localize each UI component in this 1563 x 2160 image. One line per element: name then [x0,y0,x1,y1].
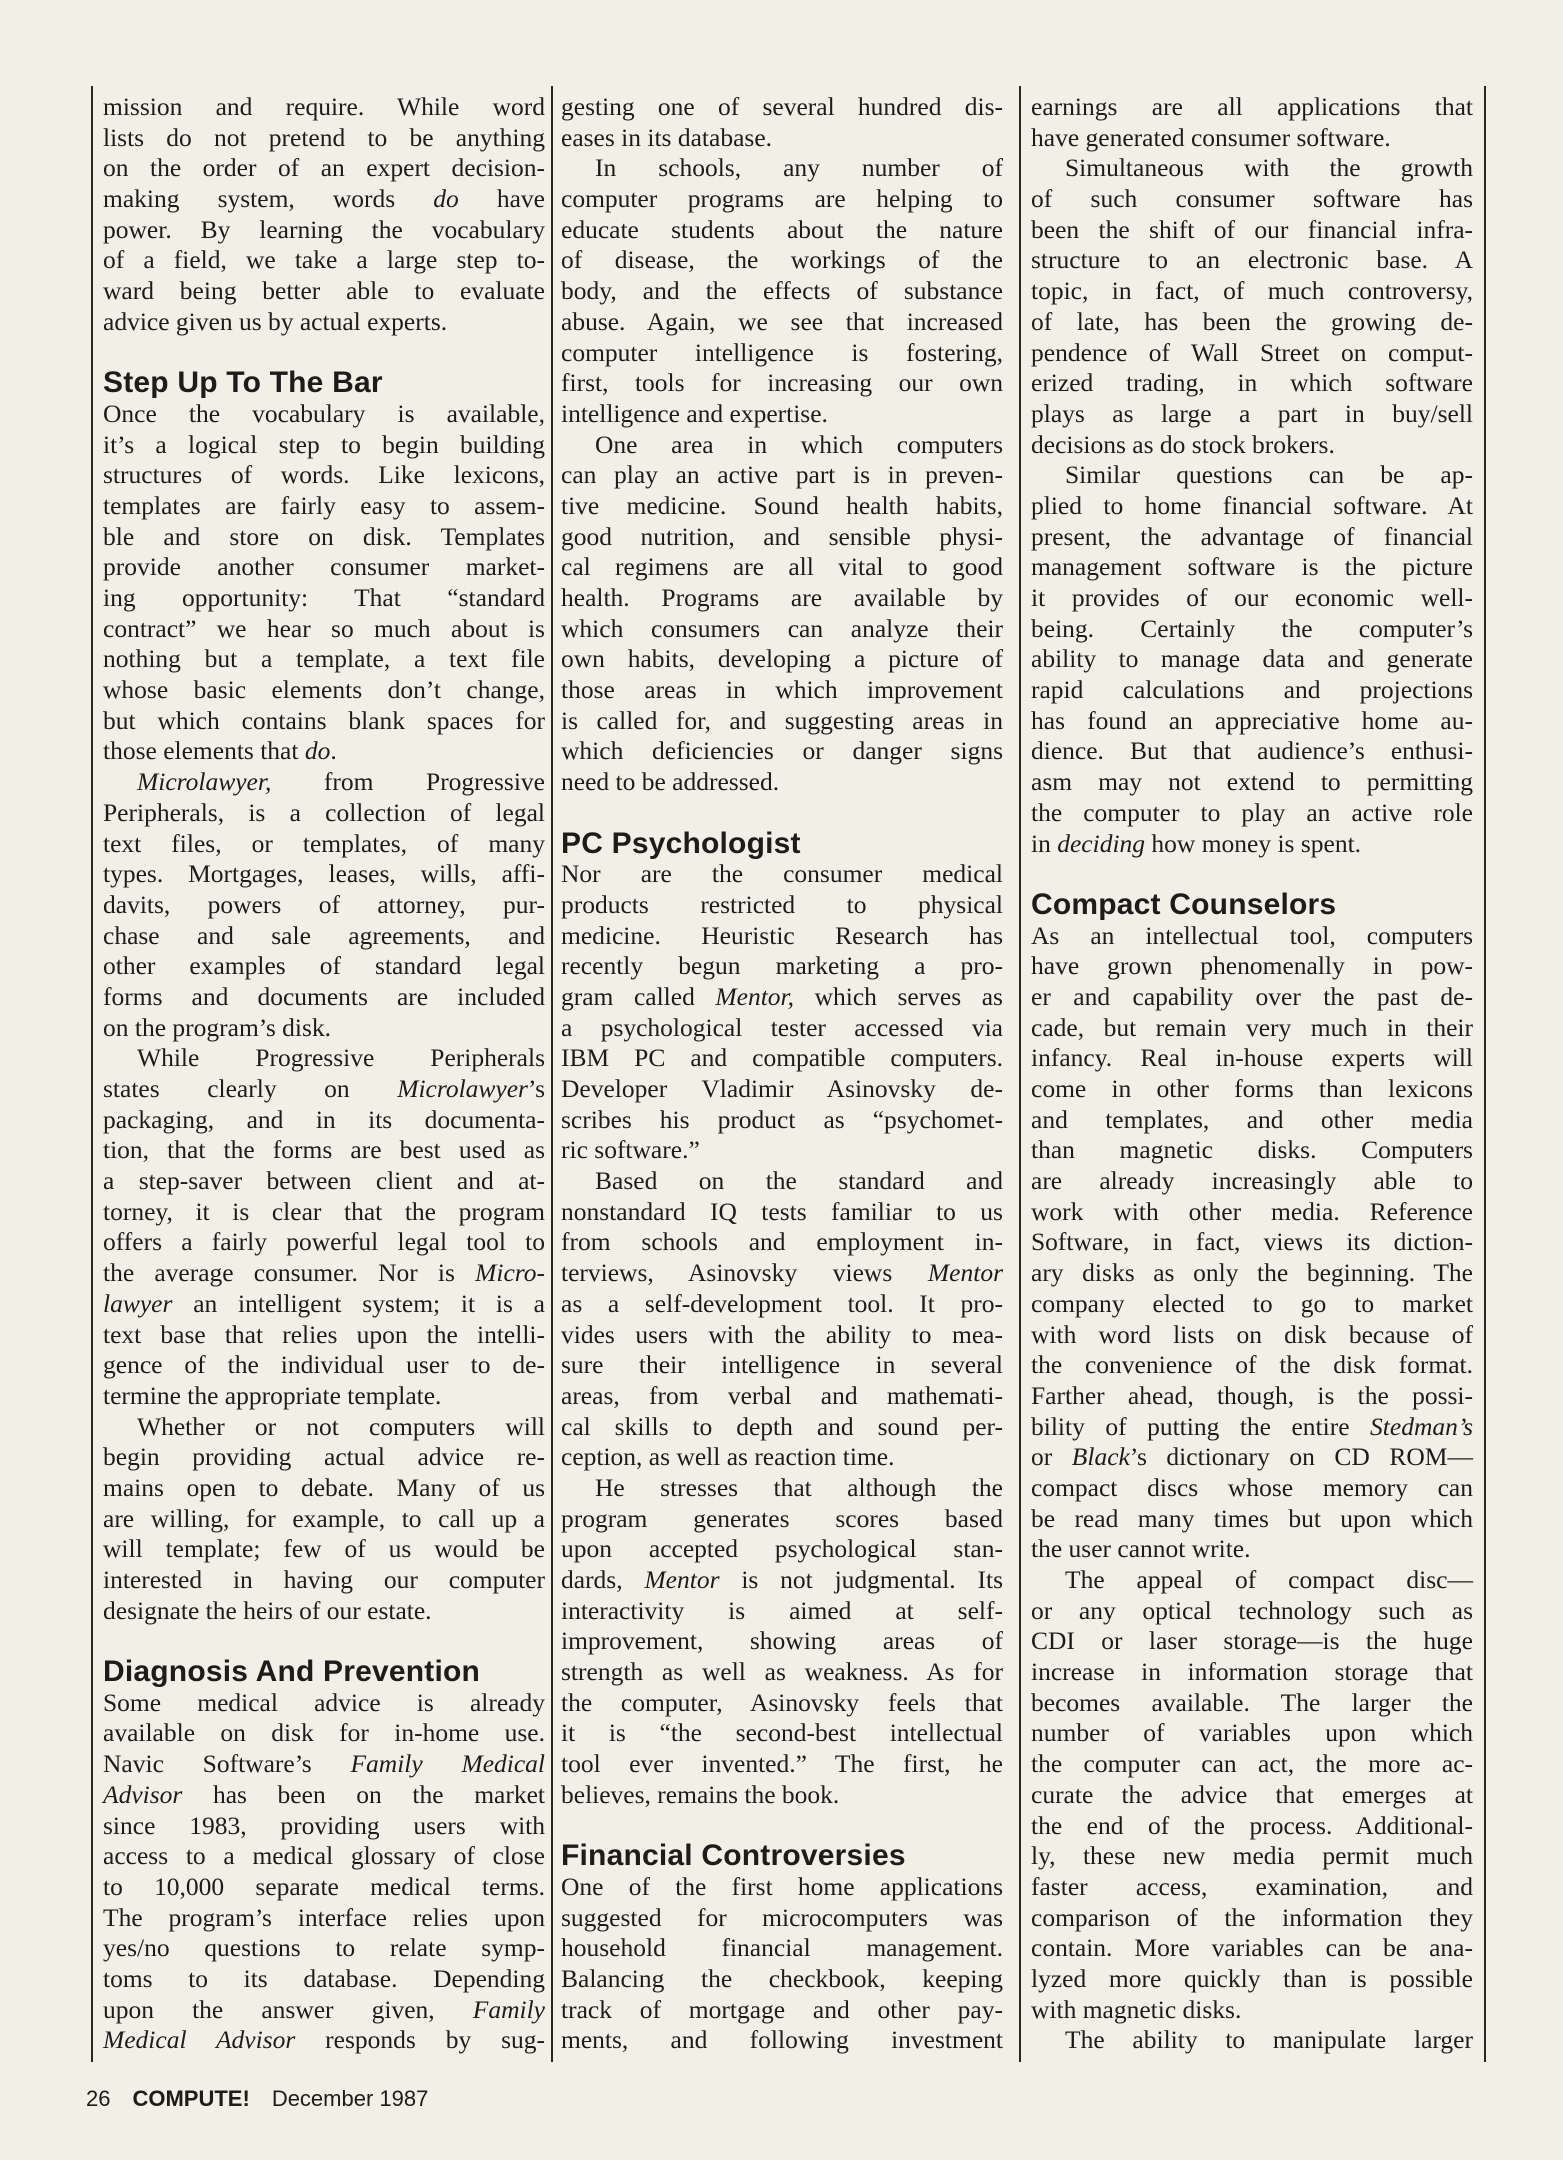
text-line: of disease, the workings of the [561,245,1003,275]
text-line: can play an active part is in preven- [561,460,1003,490]
text-line: text files, or templates, of many [103,828,545,858]
text-line: on the program’s disk. [103,1012,332,1042]
text-segment: making system, words [103,184,434,214]
text-line: with word lists on disk because of [1031,1319,1473,1349]
text-line: areas, from verbal and mathemati- [561,1380,1003,1410]
text-line: have generated consumer software. [1031,122,1391,152]
text-line: believes, remains the book. [561,1779,840,1809]
page-footer [86,2086,428,2112]
text-line: ble and store on disk. Templates [103,521,545,551]
text-line: text base that relies upon the intelli- [103,1319,545,1349]
italic-text: deciding [1057,828,1146,858]
text-line [103,1258,545,1289]
text-line: In schools, any number of [595,153,1003,183]
text-line: torney, it is clear that the program [103,1196,545,1226]
text-line: tive medicine. Sound health habits, [561,490,1003,520]
text-segment: upon the answer given, [103,1994,473,2024]
text-line: intelligence and expertise. [561,398,828,428]
text-line [103,1995,545,2026]
text-line: suggested for microcomputers was [561,1902,1003,1932]
text-line: Some medical advice is already [103,1687,545,1717]
text-line: mains open to debate. Many of us [103,1472,545,1502]
text-line: computer intelligence is fostering, [561,337,1003,367]
italic-text: Family Medical [350,1749,546,1779]
text-line: nonstandard IQ tests familiar to us [561,1196,1003,1226]
text-line: access to a medical glossary of close [103,1841,545,1871]
column-rule-2 [1019,86,1021,2062]
text-line: to 10,000 separate medical terms. [103,1871,545,1901]
italic-text: do [433,184,459,214]
text-line: on the order of an expert decision- [103,153,545,183]
text-line: interactivity is aimed at self- [561,1595,1003,1625]
text-line [1031,1412,1473,1443]
text-line: contract” we hear so much about is [103,613,545,643]
text-segment: in [1031,828,1058,858]
italic-text: Microlawyer, [137,767,272,797]
text-line: come in other forms than lexicons [1031,1074,1473,1103]
text-line: cal skills to depth and sound per- [561,1411,1003,1441]
text-line: infancy. Real in-house experts will [1031,1043,1473,1073]
text-line: types. Mortgages, leases, wills, affi- [103,859,545,889]
text-line [103,767,545,798]
text-segment: has been on the market [182,1779,545,1809]
text-segment: how money is spent. [1145,828,1362,858]
text-line: provide another consumer market- [103,552,545,582]
text-line: rapid calculations and projections [1031,675,1473,705]
page-number: 26 [86,2086,111,2111]
text-line: educate students about the nature [561,214,1003,244]
text-line: since 1983, providing users with [103,1810,545,1840]
text-line: as a self-development tool. It pro- [561,1288,1003,1318]
text-line: of such consumer software has [1031,184,1473,214]
text-line [1031,829,1473,860]
text-line: One of the first home applications [561,1871,1003,1901]
text-line: which deficiencies or danger signs [561,736,1003,766]
text-line: with magnetic disks. [1031,1994,1242,2024]
text-line: asm may not extend to permitting [1031,767,1473,797]
text-line: yes/no questions to relate symp- [103,1933,545,1963]
text-line [561,982,1003,1013]
italic-text: Stedman’s [1370,1411,1473,1441]
text-line [1031,1442,1473,1473]
text-segment: those elements that [103,736,305,766]
text-line: been the shift of our financial infra- [1031,214,1473,244]
italic-text: Micro- [475,1258,545,1288]
italic-text: do [304,736,331,766]
text-line: interested in having our computer [103,1565,545,1594]
text-line: structure to an electronic base. A [1031,245,1473,275]
text-line: upon accepted psychological stan- [561,1534,1003,1564]
text-line: begin providing actual advice re- [103,1442,545,1472]
text-line: ward being better able to evaluate [103,276,545,306]
text-line: The appeal of compact disc— [1065,1565,1473,1594]
text-line: power. By learning the vocabulary [103,214,545,244]
text-line: The ability to manipulate larger [1065,2025,1473,2055]
text-line: ability to manage data and generate [1031,644,1473,674]
text-line: lists do not pretend to be anything [103,122,545,152]
text-line: While Progressive Peripherals [137,1043,545,1073]
text-line: He stresses that although the [595,1472,1003,1502]
text-line: health. Programs are available by [561,583,1003,612]
text-line: have grown phenomenally in pow- [1031,951,1473,981]
text-line: Based on the standard and [595,1166,1003,1196]
text-line: work with other media. Reference [1031,1196,1473,1226]
text-segment: an intelligent system; it is a [172,1288,545,1318]
text-line: comparison of the information they [1031,1902,1473,1932]
text-line: becomes available. The larger the [1031,1687,1473,1717]
text-line: gesting one of several hundred dis- [561,92,1003,121]
column-rule-right [1484,86,1486,2062]
text-line: advice given us by actual experts. [103,306,448,336]
text-line: packaging, and in its documenta- [103,1104,545,1134]
text-line: Whether or not computers will [137,1411,545,1441]
text-line: it is “the second-best intellectual [561,1718,1003,1748]
italic-text: lawyer [103,1288,173,1318]
text-line: topic, in fact, of much controversy, [1031,276,1473,306]
text-line: termine the appropriate template. [103,1380,442,1410]
text-line: the computer, Asinovsky feels that [561,1687,1003,1717]
text-line: plied to home financial software. At [1031,490,1473,520]
text-line: is called for, and suggesting areas in [561,705,1003,735]
text-line: offers a fairly powerful legal tool to [103,1227,545,1257]
text-segment: terviews, Asinovsky views [561,1258,928,1288]
text-line [103,1289,545,1320]
text-line: ments, and following investment [561,2025,1003,2055]
text-segment: responds by sug- [295,2025,545,2055]
italic-text: Black [1071,1442,1130,1472]
text-line: of late, has been the growing de- [1031,306,1473,336]
italic-text: Microlawyer [397,1074,528,1103]
text-segment: ’s [527,1074,545,1103]
text-line: Balancing the checkbook, keeping [561,1963,1003,1993]
text-line: present, the advantage of financial [1031,521,1473,551]
italic-text: Medical Advisor [103,2025,296,2055]
text-line: being. Certainly the computer’s [1031,613,1473,643]
text-line: structures of words. Like lexicons, [103,460,545,490]
column-rule-left [91,86,93,2062]
text-line: Peripherals, is a collection of legal [103,797,545,827]
text-line: Once the vocabulary is available, [103,398,545,428]
text-line: be read many times but upon which [1031,1503,1473,1533]
text-line: a step-saver between client and at- [103,1166,545,1196]
italic-text: Family [472,1994,545,2024]
text-line: er and capability over the past de- [1031,981,1473,1011]
text-line: Similar questions can be ap- [1065,460,1473,490]
text-line: program generates scores based [561,1503,1003,1533]
text-line [103,2025,545,2056]
text-line: pendence of Wall Street on comput- [1031,337,1473,367]
text-line: strength as well as weakness. As for [561,1657,1003,1687]
text-line: As an intellectual tool, computers [1031,920,1473,950]
text-line: own habits, developing a picture of [561,644,1003,674]
italic-text: Mentor [644,1565,720,1594]
text-line: recently begun marketing a pro- [561,951,1003,981]
text-line: nothing but a template, a text file [103,644,545,674]
text-line: tion, that the forms are best used as [103,1135,545,1165]
column-rule-1 [551,86,553,2062]
italic-text: Mentor, [715,981,795,1011]
text-line: earnings are all applications that [1031,92,1473,121]
text-line [561,1565,1003,1596]
text-line: the convenience of the disk format. [1031,1350,1473,1380]
text-line: CDI or laser storage—is the huge [1031,1626,1473,1656]
text-line: ly, these new media permit much [1031,1841,1473,1871]
text-segment: which serves as [794,981,1003,1011]
text-line: templates are fairly easy to assem- [103,490,545,520]
text-line: has found an appreciative home au- [1031,705,1473,735]
text-line: it’s a logical step to begin building [103,429,545,459]
magazine-name: COMPUTE! [132,2086,250,2111]
article-column-2 [561,92,1003,2056]
text-line: curate the advice that emerges at [1031,1779,1473,1809]
text-line: than magnetic disks. Computers [1031,1135,1473,1165]
text-line: which consumers can analyze their [561,613,1003,643]
text-line: body, and the effects of substance [561,276,1003,306]
italic-text: Advisor [103,1779,183,1809]
text-line: toms to its database. Depending [103,1963,545,1993]
text-line: will template; few of us would be [103,1534,545,1564]
text-line: abuse. Again, we see that increased [561,306,1003,336]
text-line: cade, but remain very much in their [1031,1012,1473,1042]
text-line: or any optical technology such as [1031,1595,1473,1625]
text-line: lyzed more quickly than is possible [1031,1963,1473,1993]
text-line: company elected to go to market [1031,1288,1473,1318]
section-heading: Compact Counselors [1031,887,1337,921]
text-line: increase in information storage that [1031,1657,1473,1687]
text-line: Software, in fact, views its diction- [1031,1227,1473,1257]
text-line: eases in its database. [561,122,773,152]
text-line: the user cannot write. [1031,1534,1251,1564]
text-segment: ’s dictionary on CD ROM— [1129,1442,1473,1472]
text-line: a psychological tester accessed via [561,1012,1003,1042]
text-line: dience. But that audience’s enthusi- [1031,736,1473,766]
section-heading: PC Psychologist [561,826,801,860]
text-line [561,1258,1003,1289]
text-line: management software is the picture [1031,552,1473,582]
text-segment: Navic Software’s [103,1749,351,1779]
text-line: ary disks as only the beginning. The [1031,1258,1473,1288]
text-line: it provides of our economic well- [1031,583,1473,612]
text-line: plays as large a part in buy/sell [1031,398,1473,428]
text-line: erized trading, in which software [1031,368,1473,398]
text-line: contain. More variables can be ana- [1031,1933,1473,1963]
text-line: are already increasingly able to [1031,1166,1473,1196]
text-line: Simultaneous with the growth [1065,153,1473,183]
text-line: from schools and employment in- [561,1227,1003,1257]
text-line: the computer can act, the more ac- [1031,1749,1473,1779]
text-line: scribes his product as “psychomet- [561,1104,1003,1134]
text-line: but which contains blank spaces for [103,705,545,735]
text-line: ception, as well as reaction time. [561,1442,895,1472]
text-line: forms and documents are included [103,981,545,1011]
text-line: Developer Vladimir Asinovsky de- [561,1074,1003,1103]
text-line: other examples of standard legal [103,951,545,981]
text-segment: the average consumer. Nor is [103,1258,476,1288]
text-segment: have [458,184,545,214]
text-line: the end of the process. Additional- [1031,1810,1473,1840]
text-line: those areas in which improvement [561,675,1003,705]
text-line: the computer to play an active role [1031,797,1473,827]
text-segment: dards, [561,1565,645,1594]
text-line: products restricted to physical [561,889,1003,919]
text-line: Farther ahead, though, is the possi- [1031,1380,1473,1410]
text-line: good nutrition, and sensible physi- [561,521,1003,551]
text-line: computer programs are helping to [561,184,1003,214]
text-line: faster access, examination, and [1031,1871,1473,1901]
text-line: vides users with the ability to mea- [561,1319,1003,1349]
text-line: cal regimens are all vital to good [561,552,1003,582]
section-heading: Step Up To The Bar [103,366,383,400]
text-line: ing opportunity: That “standard [103,583,545,612]
text-segment: is not judgmental. Its [719,1565,1003,1594]
text-line: One area in which computers [595,429,1003,459]
section-heading: Diagnosis And Prevention [103,1655,481,1689]
text-line [103,184,545,215]
text-line: first, tools for increasing our own [561,368,1003,398]
text-line [103,736,545,767]
italic-text: Mentor [927,1258,1003,1288]
article-column-1 [103,92,545,2056]
text-line: medicine. Heuristic Research has [561,920,1003,950]
text-segment: . [330,736,337,766]
text-segment: states clearly on [103,1074,398,1103]
text-segment: gram called [561,981,716,1011]
text-line: mission and require. While word [103,92,545,121]
text-line: household financial management. [561,1933,1003,1963]
text-line: available on disk for in-home use. [103,1718,545,1748]
text-line: decisions as do stock brokers. [1031,429,1335,459]
text-segment: from Progressive [271,767,545,797]
text-line: IBM PC and compatible computers. [561,1043,1003,1073]
text-line: ric software.” [561,1135,700,1165]
text-segment: or [1031,1442,1072,1472]
text-segment: bility of putting the entire [1031,1411,1371,1441]
text-line: davits, powers of attorney, pur- [103,889,545,919]
text-line: whose basic elements don’t change, [103,675,545,705]
text-line: number of variables upon which [1031,1718,1473,1748]
text-line [103,1749,545,1780]
text-line: sure their intelligence in several [561,1350,1003,1380]
text-line: Nor are the consumer medical [561,859,1003,889]
text-line [103,1780,545,1811]
text-line: chase and sale agreements, and [103,920,545,950]
text-line: compact discs whose memory can [1031,1472,1473,1502]
text-line: The program’s interface relies upon [103,1902,545,1932]
text-line: of a field, we take a large step to- [103,245,545,275]
article-column-3 [1031,92,1473,2056]
issue-date: December 1987 [271,2086,429,2111]
text-line [103,1074,545,1105]
text-line: and templates, and other media [1031,1104,1473,1134]
text-line: improvement, showing areas of [561,1626,1003,1656]
text-line: gence of the individual user to de- [103,1350,545,1380]
text-line: tool ever invented.” The first, he [561,1749,1003,1779]
text-line: track of mortgage and other pay- [561,1994,1003,2024]
text-line: are willing, for example, to call up a [103,1503,545,1533]
text-line: need to be addressed. [561,767,780,797]
text-line: designate the heirs of our estate. [103,1595,432,1625]
section-heading: Financial Controversies [561,1839,906,1873]
